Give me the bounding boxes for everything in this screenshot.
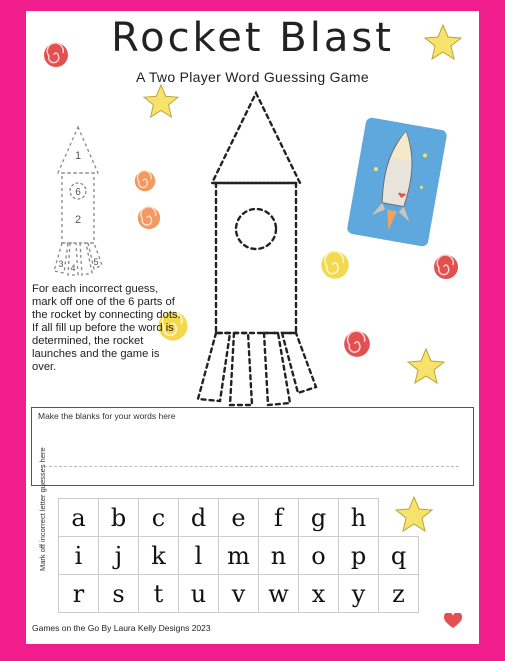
letter-cell[interactable]: g — [298, 498, 339, 537]
instructions-text: For each incorrect guess, mark off one of the 6 parts of the rocket by connecting dots. If all fill up before the word is determined, the rocket launches and the game is over. — [32, 283, 181, 373]
letter-cell[interactable]: b — [98, 498, 139, 537]
letter-cell[interactable]: d — [178, 498, 219, 537]
swirl-icon — [136, 205, 162, 231]
letter-cell[interactable]: l — [178, 536, 219, 575]
swirl-icon — [42, 41, 70, 69]
letter-cell[interactable]: c — [138, 498, 179, 537]
letter-cell[interactable]: x — [298, 574, 339, 613]
rocket-number: 5 — [93, 257, 99, 267]
letter-cell[interactable]: p — [338, 536, 379, 575]
letter-cell[interactable]: h — [338, 498, 379, 537]
letter-cell[interactable]: v — [218, 574, 259, 613]
rocket-number: 6 — [75, 187, 81, 198]
blank-line — [44, 466, 459, 467]
rocket-number: 2 — [74, 214, 82, 226]
letter-cell[interactable]: u — [178, 574, 219, 613]
small-numbered-rocket — [44, 121, 112, 283]
empty-cell — [378, 498, 419, 537]
letter-cell[interactable]: i — [58, 536, 99, 575]
guess-label: Mark off incorrect letter guesses here — [38, 447, 47, 571]
dotted-rocket-outline[interactable] — [176, 87, 336, 407]
heart-icon — [444, 613, 462, 629]
star-icon — [423, 23, 463, 61]
page-subtitle: A Two Player Word Guessing Game — [136, 69, 369, 85]
letter-cell[interactable]: r — [58, 574, 99, 613]
swirl-icon — [432, 253, 460, 281]
letter-cell[interactable]: j — [98, 536, 139, 575]
letter-cell[interactable]: k — [138, 536, 179, 575]
letter-cell[interactable]: o — [298, 536, 339, 575]
rocket-number: 3 — [58, 259, 64, 269]
rocket-illustration — [346, 117, 447, 247]
letter-cell[interactable]: e — [218, 498, 259, 537]
footer-credit: Games on the Go By Laura Kelly Designs 2023 — [32, 623, 211, 633]
letter-cell[interactable]: m — [218, 536, 259, 575]
swirl-icon — [342, 329, 372, 359]
letter-grid — [58, 498, 418, 612]
rocket-number: 4 — [70, 263, 76, 273]
letter-cell[interactable]: n — [258, 536, 299, 575]
swirl-icon — [133, 169, 157, 193]
letter-cell[interactable]: q — [378, 536, 419, 575]
letter-cell[interactable]: s — [98, 574, 139, 613]
worksheet — [26, 11, 479, 644]
letter-cell[interactable]: z — [378, 574, 419, 613]
word-blanks-box[interactable] — [31, 407, 474, 486]
word-box-label: Make the blanks for your words here — [38, 411, 176, 421]
star-icon — [406, 347, 446, 385]
letter-cell[interactable]: w — [258, 574, 299, 613]
rocket-number: 1 — [74, 150, 82, 162]
letter-cell[interactable]: a — [58, 498, 99, 537]
letter-cell[interactable]: y — [338, 574, 379, 613]
page-title: Rocket Blast — [111, 15, 394, 61]
letter-cell[interactable]: f — [258, 498, 299, 537]
star-icon — [142, 83, 180, 119]
letter-cell[interactable]: t — [138, 574, 179, 613]
